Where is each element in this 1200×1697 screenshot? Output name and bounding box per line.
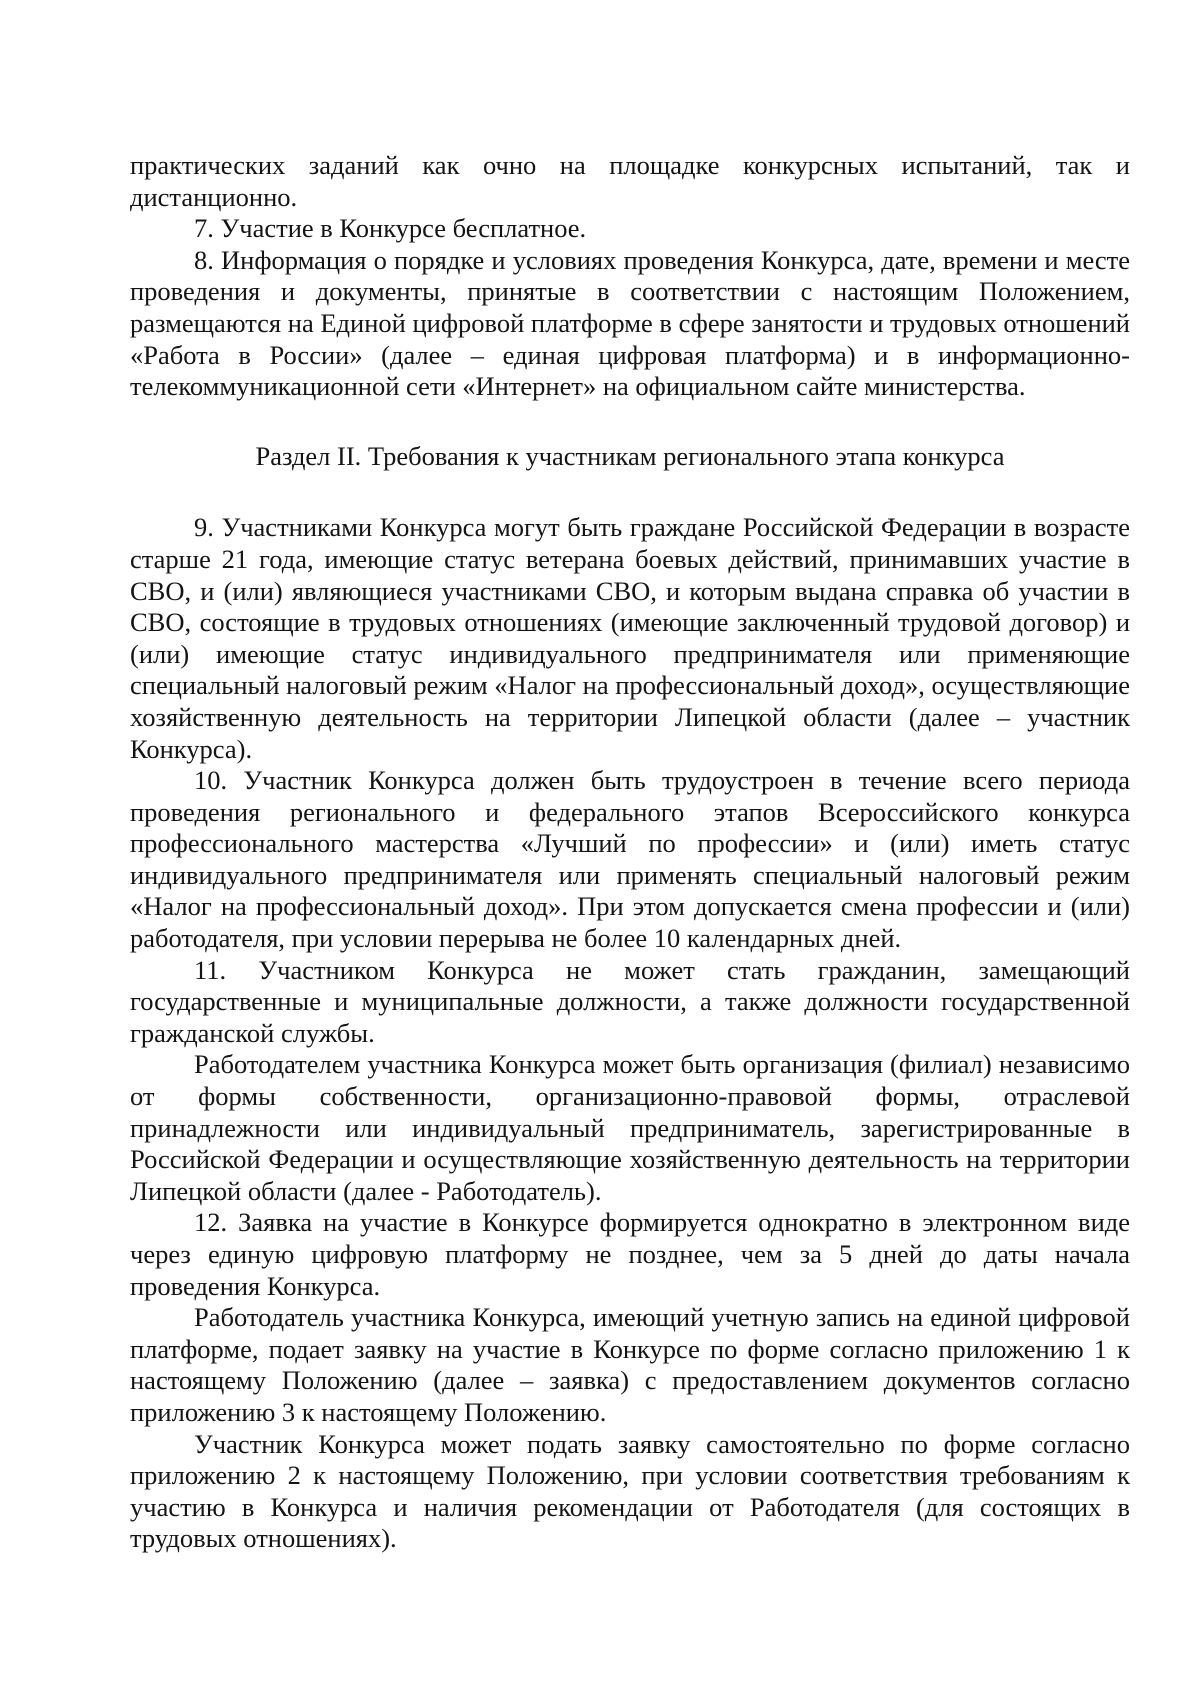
paragraph-employer-application: Работодатель участника Конкурса, имеющий учетную запись на единой цифровой платформе, подает заявку на участие в Конкурсе по форме согласно приложению 1 к настоящему Положению (далее – заявка) с предоставлением документов согласно приложению 3 к настоящему Положению. <box>130 1302 1130 1427</box>
paragraph-10: 10. Участник Конкурса должен быть трудоустроен в течение всего периода проведения регионального и федерального этапов Всероссийского конкурса профессионального мастерства «Лучший по профессии» и (или) иметь статус индивидуального предпринимателя или применять специальный налоговый режим «Налог на профессиональный доход». При этом допускается смена профессии и (или) работодателя, при условии перерыва не более 10 календарных дней. <box>130 765 1130 954</box>
paragraph-7: 7. Участие в Конкурсе бесплатное. <box>194 213 587 244</box>
paragraph-employer: Работодателем участника Конкурса может быть организация (филиал) независимо от формы собственности, организационно-правовой формы, отраслевой принадлежности или индивидуальный предприниматель, зарегистрированные в Российской Федерации и осуществляющие хозяйственную деятельность на территории Липецкой области (далее - Работодатель). <box>130 1049 1130 1206</box>
document-page <box>130 150 1130 1555</box>
paragraph-12: 12. Заявка на участие в Конкурсе формируется однократно в электронном виде через единую цифровую платформу не позднее, чем за 5 дней до даты начала проведения Конкурса. <box>130 1207 1130 1301</box>
paragraph-9: 9. Участниками Конкурса могут быть граждане Российской Федерации в возрасте старше 21 года, имеющие статус ветерана боевых действий, принимавших участие в СВО, и (или) являющиеся участниками СВО, и которым выдана справка об участии в СВО, состоящие в трудовых отношениях (имеющие заключенный трудовой договор) и (или) имеющие статус индивидуального предпринимателя или применяющие специальный налоговый режим «Налог на профессиональный доход», осуществляющие хозяйственную деятельность на территории Липецкой области (далее – участник Конкурса). <box>130 512 1130 764</box>
section-heading: Раздел II. Требования к участникам регионального этапа конкурса <box>255 440 1005 471</box>
paragraph-8: 8. Информация о порядке и условиях проведения Конкурса, дате, времени и месте проведения и документы, принятые в соответствии с настоящим Положением, размещаются на Единой цифровой платформе в сфере занятости и трудовых отношений «Работа в России» (далее – единая цифровая платформа) и в информационно-телекоммуникационной сети «Интернет» на официальном сайте министерства. <box>130 244 1130 402</box>
paragraph-continuation: практических заданий как очно на площадке конкурсных испытаний, так и дистанционно. <box>130 150 1130 212</box>
paragraph-11: 11. Участником Конкурса не может стать гражданин, замещающий государственные и муниципальные должности, а также должности государственной гражданской службы. <box>130 954 1130 1048</box>
paragraph-participant-application: Участник Конкурса может подать заявку самостоятельно по форме согласно приложению 2 к настоящему Положению, при условии соответствия требованиям к участию в Конкурса и наличия рекомендации от Работодателя (для состоящих в трудовых отношениях). <box>130 1428 1130 1554</box>
